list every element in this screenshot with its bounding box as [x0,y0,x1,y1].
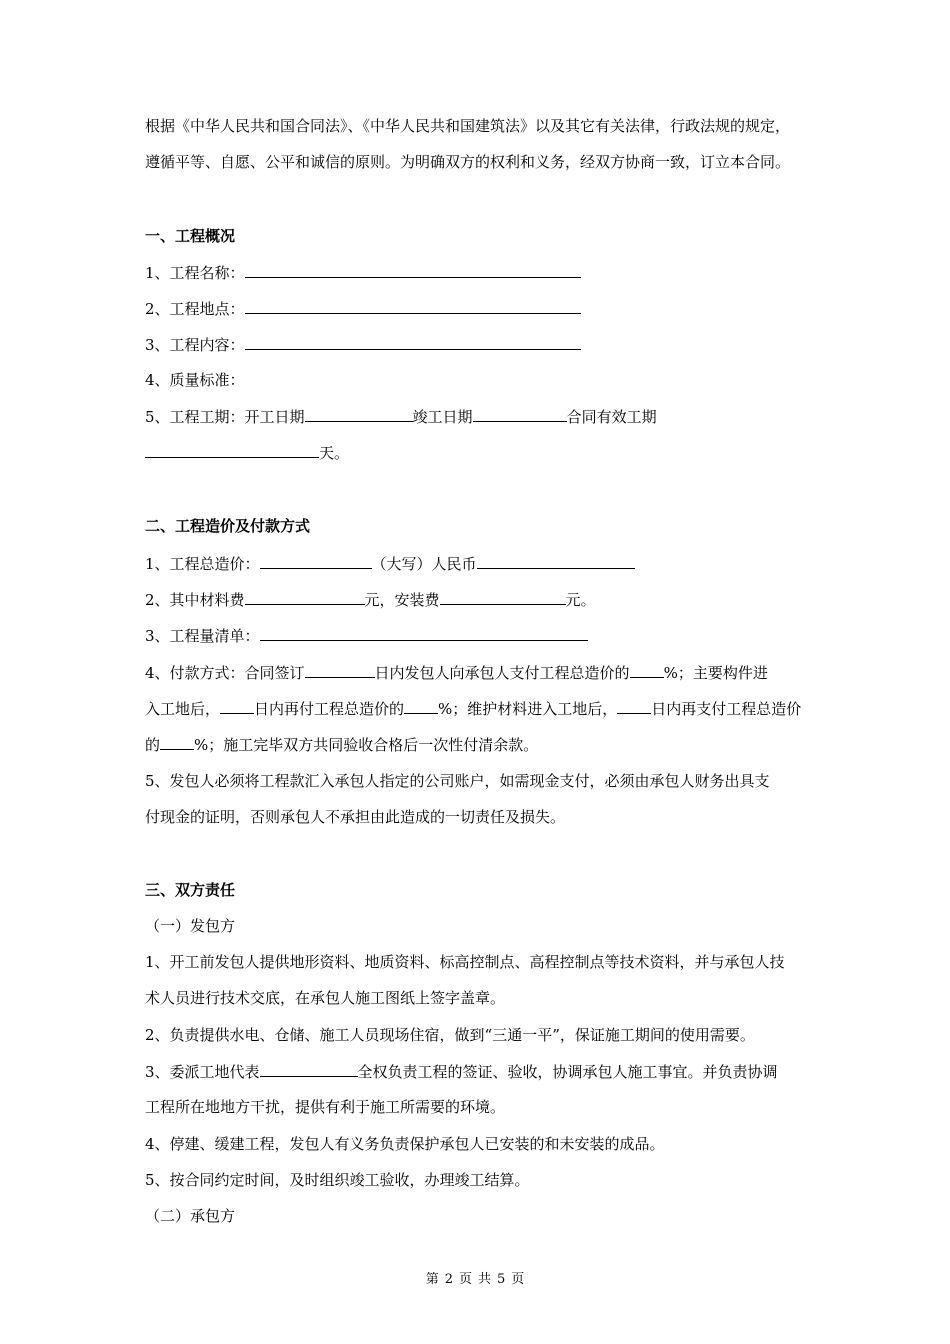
bill-of-quantities-blank[interactable] [260,625,588,641]
project-duration-days-row [145,442,349,463]
total-cost-blank[interactable] [260,553,372,569]
valid-period-blank[interactable] [145,442,319,458]
install-cost-blank[interactable] [440,589,566,605]
footer-gong: 共 [478,1272,492,1287]
employer-duty-3-row [145,1061,778,1082]
third-percent-blank[interactable] [160,734,194,750]
current-page-number: 2 [444,1272,453,1287]
employer-subtitle: （一）发包方 [145,917,236,935]
start-date-blank[interactable] [305,406,413,422]
employer-duty-2: 2、负责提供水电、仓储、施工人员现场住宿，做到“三通一平”，保证施工期间的使用需要。 [145,1026,755,1044]
section-1-title: 一、工程概况 [145,227,236,245]
payment-text-7: 的 [145,736,161,754]
end-date-blank[interactable] [473,406,567,422]
section-3-title: 三、双方责任 [145,881,236,899]
payment-text-3: 入工地后， [145,700,221,718]
payment-text-2: %；主要构件进 [663,664,768,682]
payment-method-label: 4、付款方式：合同签订 [145,664,305,682]
component-days-blank[interactable] [220,698,254,714]
total-cost-row [145,553,635,574]
project-location-label: 2、工程地点： [145,300,245,318]
total-page-number: 5 [497,1272,506,1287]
project-content-blank[interactable] [245,334,581,350]
start-date-label: 5、工程工期：开工日期 [145,408,305,426]
contract-days-blank[interactable] [305,662,375,678]
account-clause-line-1: 5、发包人必须将工程款汇入承包人指定的公司账户，如需现金支付，必须由承包人财务出具支 [145,772,770,790]
page-footer [0,1268,950,1287]
contractor-subtitle: （二）承包方 [145,1207,236,1225]
payment-text-5: %；维护材料进入工地后， [438,700,618,718]
days-unit: 天。 [319,444,350,462]
total-cost-label: 1、工程总造价： [145,555,260,573]
employer-duty-1-line-1: 1、开工前发包人提供地形资料、地质资料、标高控制点、高程控制点等技术资料，并与承包人技 [145,953,785,971]
material-days-blank[interactable] [617,698,651,714]
end-date-label: 竣工日期 [412,408,473,426]
payment-method-row-2 [145,698,801,719]
payment-method-row-1 [145,662,768,683]
project-name-label: 1、工程名称： [145,264,245,282]
site-rep-label: 3、委派工地代表 [145,1063,260,1081]
employer-duty-5: 5、按合同约定时间，及时组织竣工验收，办理竣工结算。 [145,1171,530,1189]
project-location-blank[interactable] [245,298,581,314]
second-percent-blank[interactable] [404,698,438,714]
first-percent-blank[interactable] [630,662,664,678]
account-clause-line-2: 付现金的证明，否则承包人不承担由此造成的一切责任及损失。 [145,808,566,826]
install-cost-unit: 元。 [565,591,596,609]
project-name-blank[interactable] [245,262,581,278]
project-name-row [145,262,581,283]
material-cost-row [145,589,596,610]
total-cost-uppercase-blank[interactable] [477,553,635,569]
intro-line-2: 遵循平等、自愿、公平和诚信的原则。为明确双方的权利和义务，经双方协商一致，订立本合同。 [145,153,791,171]
footer-ye: 页 [458,1272,472,1287]
bill-of-quantities-label: 3、工程量清单： [145,627,260,645]
material-cost-label: 2、其中材料费 [145,591,245,609]
material-cost-blank[interactable] [245,589,365,605]
footer-ye-2: 页 [511,1272,525,1287]
bill-of-quantities-row [145,625,588,646]
payment-text-4: 日内再付工程总造价的 [254,700,405,718]
payment-method-row-3 [145,734,538,755]
site-rep-blank[interactable] [260,1061,358,1077]
payment-text-1: 日内发包人向承包人支付工程总造价的 [374,664,630,682]
project-content-row [145,334,581,355]
intro-line-1: 根据《中华人民共和国合同法》、《中华人民共和国建筑法》以及其它有关法律，行政法规的规定， [145,117,791,135]
payment-text-8: %；施工完毕双方共同验收合格后一次性付清余款。 [194,736,539,754]
site-rep-text: 全权负责工程的签证、验收，协调承包人施工事宜。并负责协调 [357,1063,778,1081]
employer-duty-1-line-2: 术人员进行技术交底，在承包人施工图纸上签字盖章。 [145,989,506,1007]
payment-text-6: 日内再支付工程总造价 [651,700,802,718]
project-content-label: 3、工程内容： [145,336,245,354]
valid-period-label: 合同有效工期 [566,408,657,426]
employer-duty-4: 4、停建、缓建工程，发包人有义务负责保护承包人已安装的和未安装的成品。 [145,1135,665,1153]
quality-standard-label: 4、质量标准： [145,371,245,389]
footer-di: 第 [425,1272,439,1287]
project-location-row [145,298,581,319]
section-2-title: 二、工程造价及付款方式 [145,517,311,535]
total-cost-uppercase-label: （大写）人民币 [371,555,477,573]
install-cost-label: 元，安装费 [364,591,440,609]
project-duration-row [145,406,657,427]
employer-duty-3-line-2: 工程所在地地方干扰，提供有利于施工所需要的环境。 [145,1098,506,1116]
